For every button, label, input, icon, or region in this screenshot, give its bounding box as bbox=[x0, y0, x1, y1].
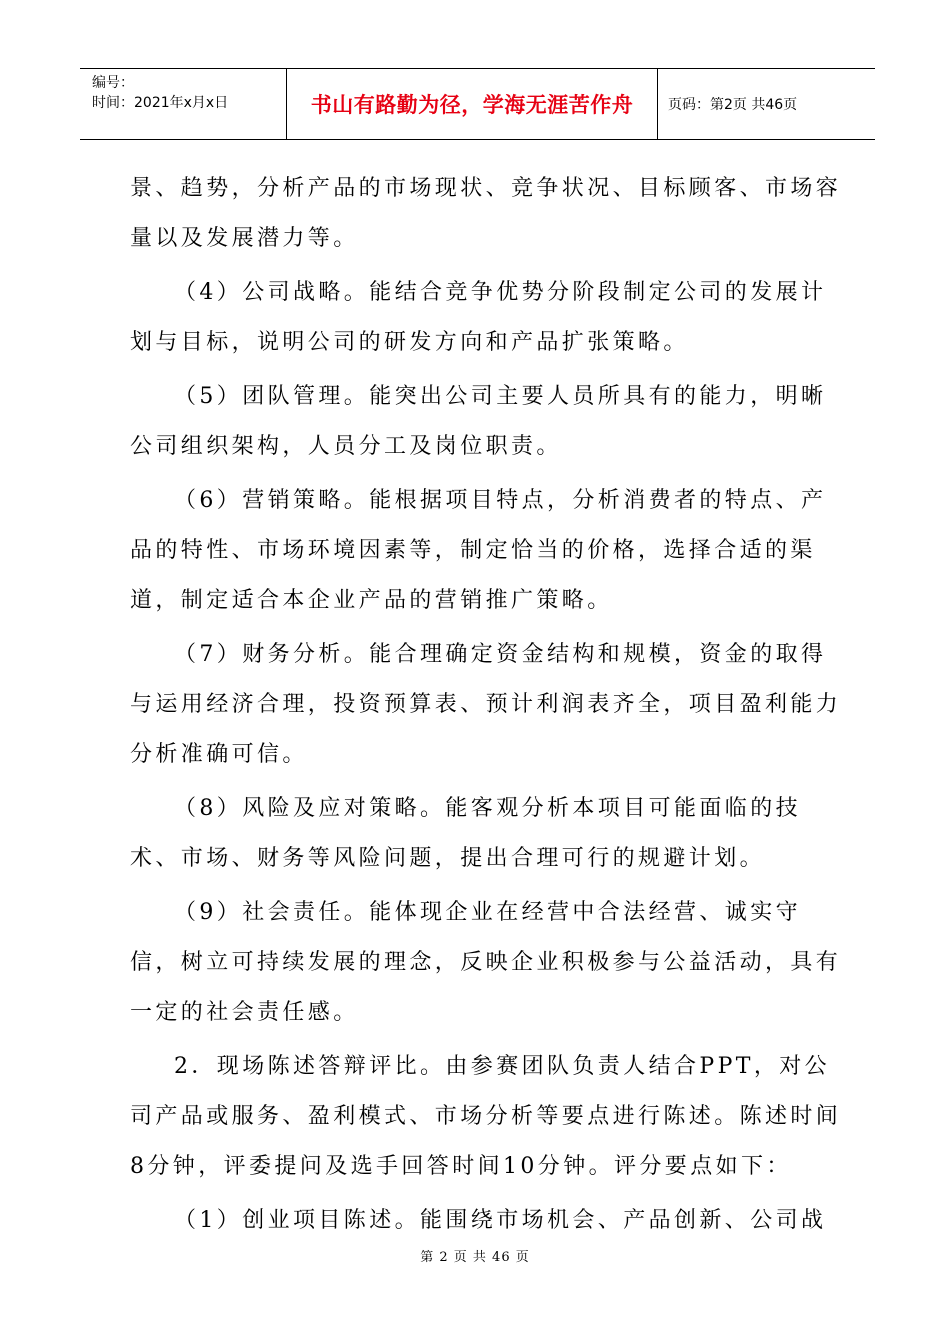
header-motto-cell bbox=[287, 69, 658, 139]
header-motto: 书山有路勤为径，学海无涯苦作舟 bbox=[310, 93, 634, 117]
header-page-cell bbox=[658, 69, 875, 139]
paragraph-financial-analysis: （7）财务分析。能合理确定资金结构和规模，资金的取得与运用经济合理，投资预算表、预计利润表齐全，项目盈利能力分析准确可信。 bbox=[130, 642, 842, 767]
paragraph-presentation-defense: 2．现场陈述答辩评比。由参赛团队负责人结合PPT，对公司产品或服务、盈利模式、市场分析等要点进行陈述。陈述时间8分钟，评委提问及选手回答时间10分钟。评分要点如下： bbox=[130, 1054, 842, 1179]
paragraph-continuation: 景、趋势，分析产品的市场现状、竞争状况、目标顾客、市场容量以及发展潜力等。 bbox=[130, 176, 842, 251]
document-number-label: 编号： bbox=[92, 75, 134, 91]
page-header bbox=[80, 68, 875, 140]
paragraph-marketing-strategy: （6）营销策略。能根据项目特点，分析消费者的特点、产品的特性、市场环境因素等，制定恰当的价格，选择合适的渠道，制定适合本企业产品的营销推广策略。 bbox=[130, 488, 827, 613]
paragraph-team-management: （5）团队管理。能突出公司主要人员所具有的能力，明晰公司组织架构，人员分工及岗位职责。 bbox=[130, 384, 827, 459]
paragraph-social-responsibility: （9）社会责任。能体现企业在经营中合法经营、诚实守信，树立可持续发展的理念，反映企业积极参与公益活动，具有一定的社会责任感。 bbox=[130, 900, 842, 1025]
paragraph-risk-strategy: （8）风险及应对策略。能客观分析本项目可能面临的技术、市场、财务等风险问题，提出合理可行的规避计划。 bbox=[130, 796, 801, 871]
header-meta bbox=[80, 69, 287, 139]
document-body bbox=[130, 164, 845, 1246]
paragraph-project-presentation: （1）创业项目陈述。能围绕市场机会、产品创新、公司战 bbox=[174, 1208, 827, 1233]
header-page-info: 页码：第2页 共46页 bbox=[668, 97, 798, 113]
paragraph-company-strategy: （4）公司战略。能结合竞争优势分阶段制定公司的发展计划与目标，说明公司的研发方向和产品扩张策略。 bbox=[130, 280, 827, 355]
page-footer: 第 2 页 共 46 页 bbox=[420, 1250, 530, 1265]
document-date: 时间：2021年x月x日 bbox=[92, 95, 229, 111]
